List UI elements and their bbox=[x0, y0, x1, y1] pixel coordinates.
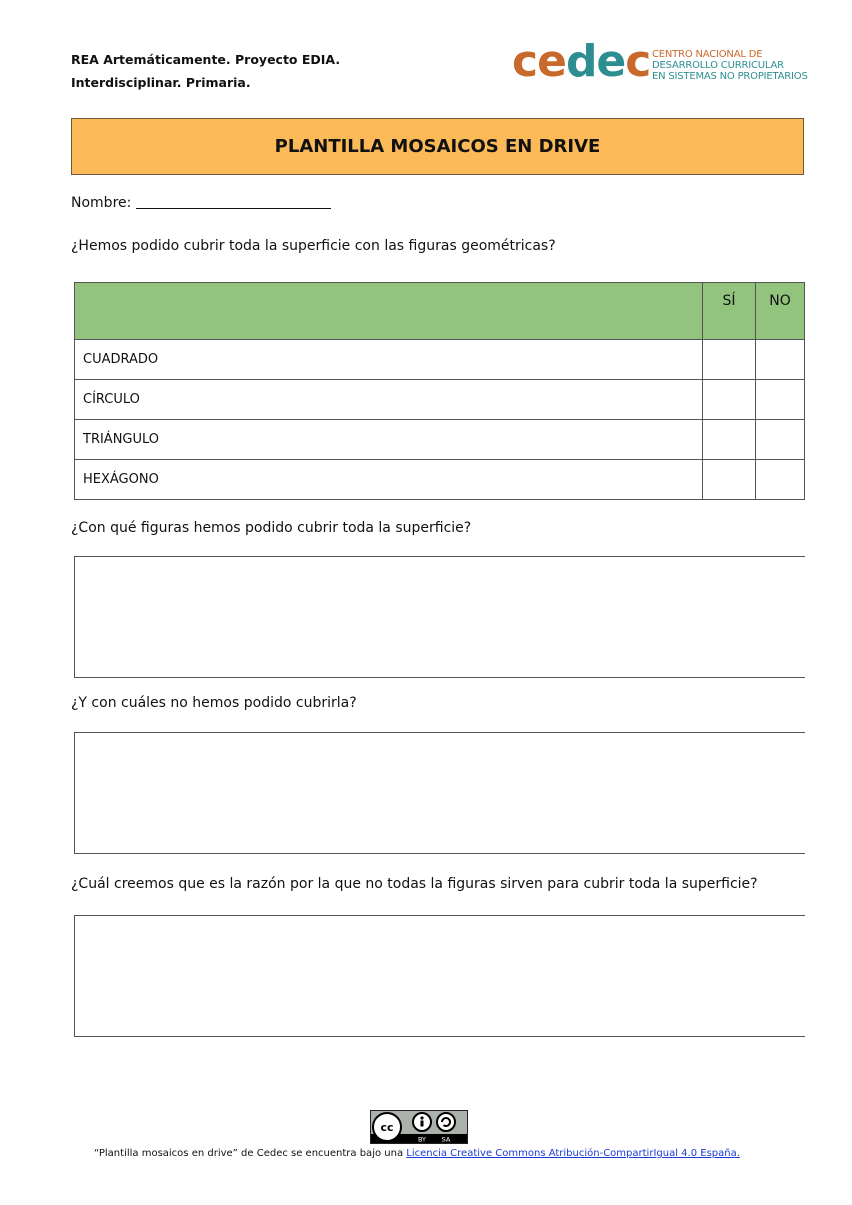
cedec-logo bbox=[512, 36, 812, 88]
page-title: PLANTILLA MOSAICOS EN DRIVE bbox=[71, 118, 804, 175]
question-1: ¿Hemos podido cubrir toda la superficie con las figuras geométricas? bbox=[71, 238, 556, 254]
header-line-2: Interdisciplinar. Primaria. bbox=[71, 75, 251, 90]
yes-cell[interactable] bbox=[703, 460, 756, 500]
badge-sa-label: SA bbox=[441, 1135, 451, 1143]
table-header-blank bbox=[75, 283, 703, 340]
shape-label: HEXÁGONO bbox=[75, 460, 703, 500]
cc-by-sa-icon bbox=[371, 1111, 467, 1143]
license-link[interactable]: Licencia Creative Commons Atribución-CompartirIgual 4.0 España. bbox=[406, 1148, 740, 1159]
yes-cell[interactable] bbox=[703, 420, 756, 460]
shape-label: TRIÁNGULO bbox=[75, 420, 703, 460]
column-header-no: NO bbox=[756, 283, 805, 340]
cc-license-badge bbox=[370, 1110, 468, 1144]
shapes-table bbox=[74, 282, 805, 500]
license-footer bbox=[94, 1148, 740, 1159]
badge-by-label: BY bbox=[417, 1135, 427, 1143]
shape-label: CUADRADO bbox=[75, 340, 703, 380]
name-field bbox=[71, 194, 331, 211]
no-cell[interactable] bbox=[756, 420, 805, 460]
yes-cell[interactable] bbox=[703, 380, 756, 420]
table-row bbox=[75, 420, 805, 460]
logo-wordmark: cedec bbox=[512, 36, 651, 87]
no-cell[interactable] bbox=[756, 460, 805, 500]
table-header-row bbox=[75, 283, 805, 340]
answer-box-3[interactable] bbox=[74, 915, 805, 1037]
column-header-yes: SÍ bbox=[703, 283, 756, 340]
logo-subtitle: CENTRO NACIONAL DE DESARROLLO CURRICULAR EN SISTEMAS NO PROPIETARIOS bbox=[652, 49, 808, 82]
header-line-1: REA Artemáticamente. Proyecto EDIA. bbox=[71, 52, 341, 67]
document-header bbox=[71, 48, 340, 94]
yes-cell[interactable] bbox=[703, 340, 756, 380]
question-3: ¿Y con cuáles no hemos podido cubrirla? bbox=[71, 695, 357, 711]
question-4: ¿Cuál creemos que es la razón por la que no todas la figuras sirven para cubrir toda la superficie? bbox=[71, 876, 758, 892]
answer-box-2[interactable] bbox=[74, 732, 805, 854]
no-cell[interactable] bbox=[756, 340, 805, 380]
table-row bbox=[75, 380, 805, 420]
name-blank-line[interactable] bbox=[136, 194, 331, 209]
name-label: Nombre: bbox=[71, 195, 132, 211]
shape-label: CÍRCULO bbox=[75, 380, 703, 420]
license-text: “Plantilla mosaicos en drive” de Cedec se encuentra bajo una bbox=[94, 1148, 407, 1159]
question-2: ¿Con qué figuras hemos podido cubrir toda la superficie? bbox=[71, 520, 472, 536]
answer-box-1[interactable] bbox=[74, 556, 805, 678]
no-cell[interactable] bbox=[756, 380, 805, 420]
table-row bbox=[75, 460, 805, 500]
table-row bbox=[75, 340, 805, 380]
svg-text:cc: cc bbox=[380, 1121, 394, 1134]
